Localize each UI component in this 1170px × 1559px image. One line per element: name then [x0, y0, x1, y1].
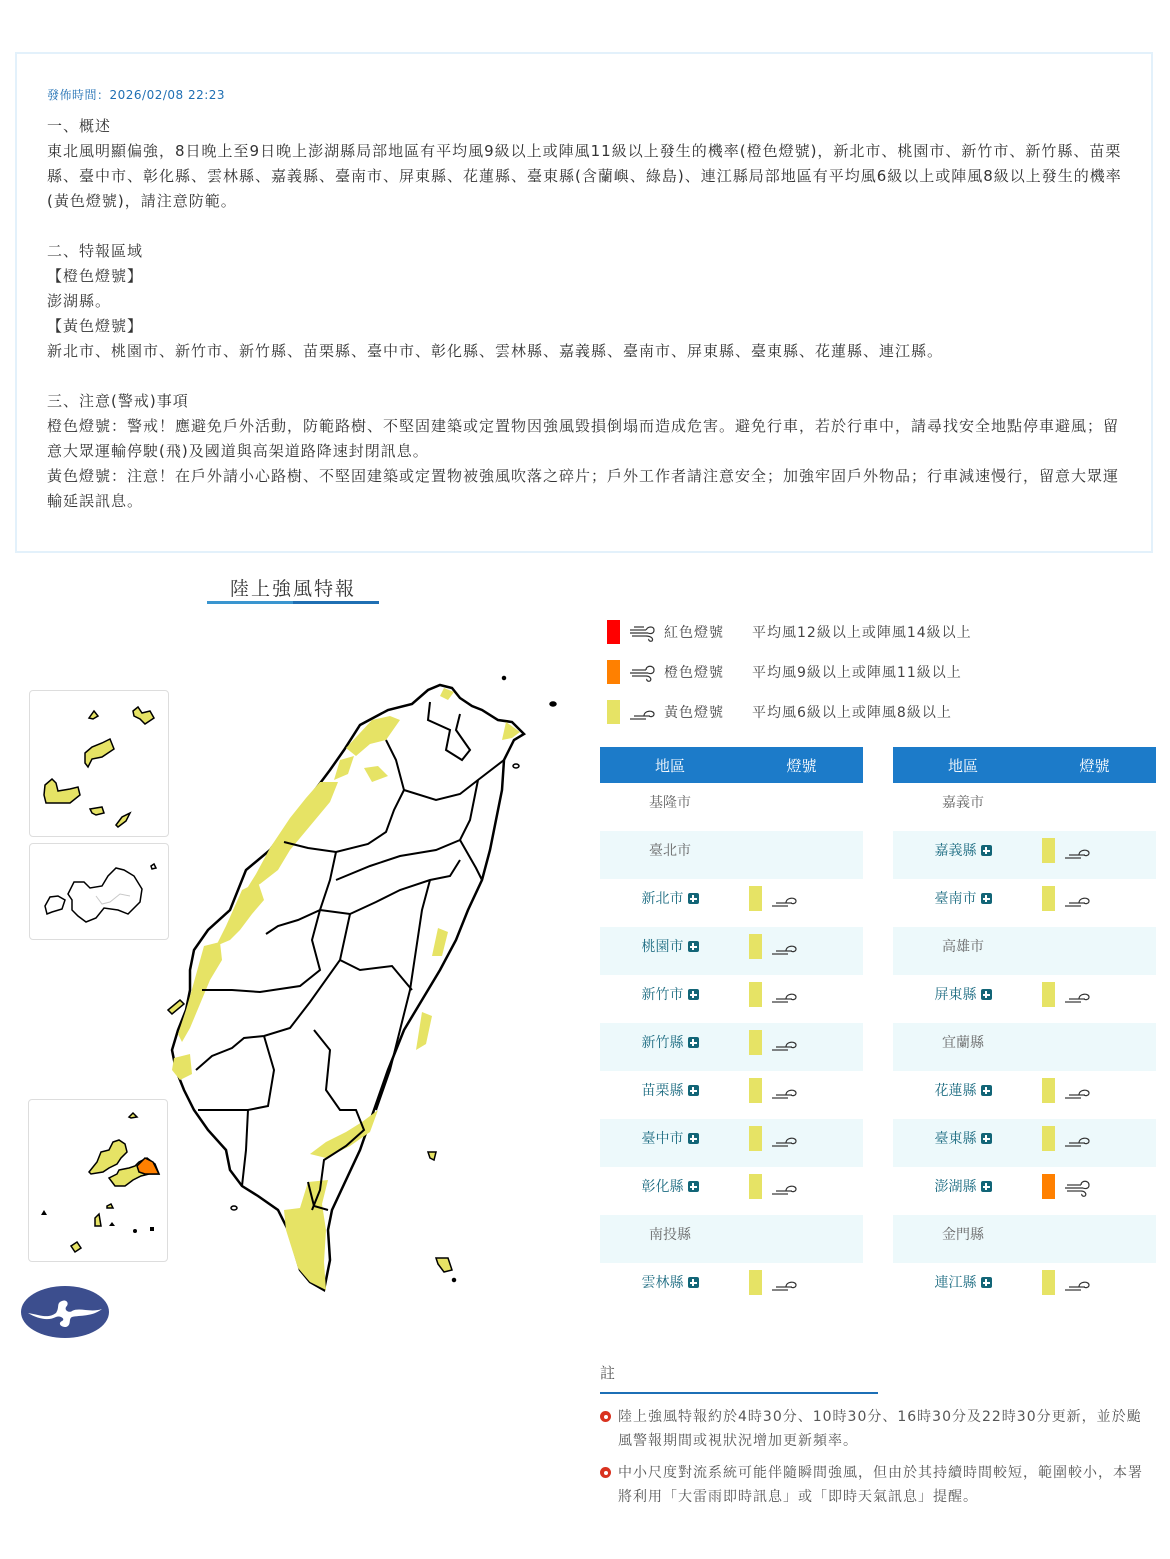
signal-cell: [740, 879, 863, 911]
area-title: 二、特報區域: [47, 242, 144, 260]
expand-plus-icon[interactable]: [981, 1277, 992, 1288]
wind-strong-icon: [628, 622, 658, 642]
table-row: [893, 783, 1156, 831]
region-name: 基隆市: [649, 795, 691, 811]
legend-row-yellow: [607, 692, 972, 732]
inset-matsu[interactable]: [29, 690, 169, 837]
wind-light-icon: [1063, 1129, 1093, 1149]
yellow-signal-swatch: [749, 934, 762, 959]
region-link[interactable]: 彰化縣: [641, 1179, 684, 1195]
yellow-caution: 黃色燈號：注意！在戶外請小心路樹、不堅固建築或定置物被強風吹落之碎片；戶外工作者請注意安全；加強牢固戶外物品；行車減速慢行，留意大眾運輸延誤訊息。: [47, 467, 1120, 510]
table-row: [600, 831, 863, 879]
table-header: [893, 747, 1156, 783]
expand-plus-icon[interactable]: [688, 893, 699, 904]
region-link[interactable]: 雲林縣: [641, 1275, 684, 1291]
region-link[interactable]: 臺中市: [641, 1131, 684, 1147]
expand-plus-icon[interactable]: [981, 1181, 992, 1192]
legend-name: 橙色燈號: [664, 665, 724, 681]
header-region: 地區: [654, 756, 685, 775]
table-row: [600, 1071, 863, 1119]
wind-light-icon: [1063, 841, 1093, 861]
region-link[interactable]: 苗栗縣: [641, 1083, 684, 1099]
yellow-signal-swatch: [1042, 1078, 1055, 1103]
region-name: 臺北市: [649, 843, 691, 859]
expand-plus-icon[interactable]: [688, 989, 699, 1000]
expand-plus-icon[interactable]: [981, 1085, 992, 1096]
caution-title: 三、注意(警戒)事項: [47, 392, 189, 410]
yellow-signal-swatch: [1042, 982, 1055, 1007]
yellow-signal-swatch: [1042, 886, 1055, 911]
map-title: 陸上強風特報: [229, 578, 356, 600]
inset-penghu[interactable]: [28, 1099, 168, 1262]
yellow-signal-swatch: [1042, 1126, 1055, 1151]
yellow-signal-swatch: [749, 886, 762, 911]
wind-light-icon: [1063, 889, 1093, 909]
table-row: [893, 879, 1156, 927]
region-name: 宜蘭縣: [942, 1035, 984, 1051]
taiwan-island: [172, 685, 524, 1290]
expand-plus-icon[interactable]: [981, 845, 992, 856]
header-signal: 燈號: [1079, 756, 1110, 775]
signal-cell: [1033, 783, 1156, 790]
expand-plus-icon[interactable]: [981, 893, 992, 904]
orange-areas: 澎湖縣。: [47, 292, 112, 310]
table-row: [893, 831, 1156, 879]
legend-row-red: [607, 612, 972, 652]
table-row: [893, 1071, 1156, 1119]
signal-cell: [740, 783, 863, 790]
signal-cell: [1033, 1167, 1156, 1199]
yellow-signal-swatch: [749, 982, 762, 1007]
table-row: [600, 1263, 863, 1311]
cwa-logo: [20, 1285, 110, 1340]
note-item: [600, 1405, 1150, 1453]
wind-light-icon: [1063, 985, 1093, 1005]
wind-light-icon: [770, 1129, 800, 1149]
table-row: [893, 1119, 1156, 1167]
table-row: [893, 1263, 1156, 1311]
region-table-left: [600, 747, 863, 1311]
wind-light-icon: [770, 1177, 800, 1197]
signal-cell: [740, 1071, 863, 1103]
table-row: [893, 1023, 1156, 1071]
signal-cell: [1033, 831, 1156, 863]
region-link[interactable]: 澎湖縣: [934, 1179, 977, 1195]
yellow-signal-swatch: [749, 1078, 762, 1103]
orange-swatch: [607, 660, 620, 684]
penghu-map: [29, 1100, 167, 1261]
yellow-swatch: [607, 700, 620, 724]
table-row: [893, 927, 1156, 975]
region-link[interactable]: 新竹縣: [641, 1035, 684, 1051]
yellow-signal-swatch: [749, 1174, 762, 1199]
signal-cell: [1033, 1119, 1156, 1151]
signal-cell: [1033, 1215, 1156, 1222]
kinmen-map: [30, 844, 168, 939]
region-name: 高雄市: [942, 939, 984, 955]
legend-name: 黃色燈號: [664, 705, 724, 721]
overview-text: 東北風明顯偏強，8日晚上至9日晚上澎湖縣局部地區有平均風9級以上或陣風11級以上發生的機率(橙色燈號)，新北市、桃園市、新竹市、新竹縣、苗栗縣、臺中市、彰化縣、雲林縣、嘉義縣、臺南市、屏東縣、花蓮縣、臺東縣(含蘭嶼、綠島)、連江縣局部地區有平均風6級以上或陣風8級以上發生的機率(黃色燈號)，請注意防範。: [47, 142, 1122, 210]
wind-light-icon: [1063, 1081, 1093, 1101]
issue-time: 發佈時間：2026/02/08 22:23: [47, 88, 226, 102]
table-row: [600, 975, 863, 1023]
expand-plus-icon[interactable]: [688, 1133, 699, 1144]
wind-light-icon: [770, 1033, 800, 1053]
table-row: [600, 1119, 863, 1167]
signal-cell: [740, 831, 863, 838]
notice-box: [15, 52, 1153, 553]
yellow-signal-swatch: [1042, 838, 1055, 863]
signal-cell: [1033, 1071, 1156, 1103]
bullet-icon: [600, 1411, 611, 1422]
table-row: [893, 975, 1156, 1023]
region-link[interactable]: 新竹市: [641, 987, 684, 1003]
table-row: [893, 1167, 1156, 1215]
signal-cell: [740, 1119, 863, 1151]
note-text: 中小尺度對流系統可能伴隨瞬間強風，但由於其持續時間較短，範圍較小，本署將利用「大雷雨即時訊息」或「即時天氣訊息」提醒。: [618, 1465, 1143, 1505]
yellow-label: 【黃色燈號】: [47, 317, 144, 335]
expand-plus-icon[interactable]: [688, 1037, 699, 1048]
legend-desc: 平均風12級以上或陣風14級以上: [752, 625, 972, 641]
legend: [607, 612, 972, 732]
expand-plus-icon[interactable]: [688, 1277, 699, 1288]
wind-light-icon: [770, 937, 800, 957]
region-link[interactable]: 新北市: [641, 891, 684, 907]
wind-light-icon: [770, 1081, 800, 1101]
signal-cell: [740, 1263, 863, 1295]
yellow-areas: 新北市、桃園市、新竹市、新竹縣、苗栗縣、臺中市、彰化縣、雲林縣、嘉義縣、臺南市、屏東縣、臺東縣、花蓮縣、連江縣。: [47, 342, 944, 360]
note-item: [600, 1461, 1150, 1509]
expand-plus-icon[interactable]: [981, 989, 992, 1000]
matsu-map: [30, 691, 168, 836]
yellow-signal-swatch: [1042, 1270, 1055, 1295]
wind-light-icon: [628, 702, 658, 722]
orange-caution: 橙色燈號：警戒！應避免戶外活動，防範路樹、不堅固建築或定置物因強風毀損倒塌而造成危害。避免行車，若於行車中，請尋找安全地點停車避風；留意大眾運輸停駛(飛)及國道與高架道路降速封閉訊息。: [47, 417, 1120, 460]
signal-cell: [740, 975, 863, 1007]
signal-cell: [740, 1023, 863, 1055]
overview-title: 一、概述: [47, 117, 112, 135]
wind-light-icon: [770, 985, 800, 1005]
notice-content: [47, 114, 1127, 514]
region-link[interactable]: 花蓮縣: [934, 1083, 977, 1099]
table-row: [600, 1215, 863, 1263]
signal-cell: [740, 927, 863, 959]
table-row: [600, 927, 863, 975]
expand-plus-icon[interactable]: [981, 1133, 992, 1144]
legend-name: 紅色燈號: [664, 625, 724, 641]
orange-label: 【橙色燈號】: [47, 267, 144, 285]
yellow-signal-swatch: [749, 1270, 762, 1295]
table-row: [600, 879, 863, 927]
table-row: [893, 1215, 1156, 1263]
wind-light-icon: [770, 889, 800, 909]
wind-medium-icon: [628, 662, 658, 682]
region-link[interactable]: 臺南市: [934, 891, 977, 907]
note-text: 陸上強風特報約於4時30分、10時30分、16時30分及22時30分更新，並於颱風警報期間或視狀況增加更新頻率。: [618, 1409, 1142, 1449]
legend-desc: 平均風9級以上或陣風11級以上: [752, 665, 962, 681]
notes-underline: [600, 1392, 878, 1394]
orange-signal-swatch: [1042, 1174, 1055, 1199]
taiwan-map[interactable]: [160, 670, 560, 1300]
region-table-right: [893, 747, 1156, 1311]
map-title-underline: [207, 601, 379, 604]
yellow-signal-swatch: [749, 1030, 762, 1055]
wind-light-icon: [1063, 1273, 1093, 1293]
region-name: 南投縣: [649, 1227, 691, 1243]
region-link[interactable]: 嘉義縣: [934, 843, 977, 859]
region-link[interactable]: 連江縣: [934, 1275, 977, 1291]
header-signal: 燈號: [786, 756, 817, 775]
notes-list: [600, 1405, 1150, 1517]
expand-plus-icon[interactable]: [688, 941, 699, 952]
region-name: 嘉義市: [942, 795, 984, 811]
wind-medium-icon: [1063, 1177, 1093, 1197]
yellow-signal-swatch: [749, 1126, 762, 1151]
signal-cell: [740, 1215, 863, 1222]
notes-title: 註: [600, 1364, 616, 1382]
signal-cell: [1033, 1263, 1156, 1295]
expand-plus-icon[interactable]: [688, 1181, 699, 1192]
legend-row-orange: [607, 652, 972, 692]
red-swatch: [607, 620, 620, 644]
region-link[interactable]: 桃園市: [641, 939, 684, 955]
table-row: [600, 1167, 863, 1215]
signal-cell: [740, 1167, 863, 1199]
bullet-icon: [600, 1467, 611, 1478]
table-row: [600, 783, 863, 831]
region-link[interactable]: 臺東縣: [934, 1131, 977, 1147]
signal-cell: [1033, 927, 1156, 934]
expand-plus-icon[interactable]: [688, 1085, 699, 1096]
table-row: [600, 1023, 863, 1071]
signal-cell: [1033, 879, 1156, 911]
region-name: 金門縣: [942, 1227, 984, 1243]
table-header: [600, 747, 863, 783]
wind-light-icon: [770, 1273, 800, 1293]
region-link[interactable]: 屏東縣: [934, 987, 977, 1003]
signal-cell: [1033, 975, 1156, 1007]
inset-kinmen[interactable]: [29, 843, 169, 940]
header-region: 地區: [947, 756, 978, 775]
legend-desc: 平均風6級以上或陣風8級以上: [752, 705, 952, 721]
signal-cell: [1033, 1023, 1156, 1030]
